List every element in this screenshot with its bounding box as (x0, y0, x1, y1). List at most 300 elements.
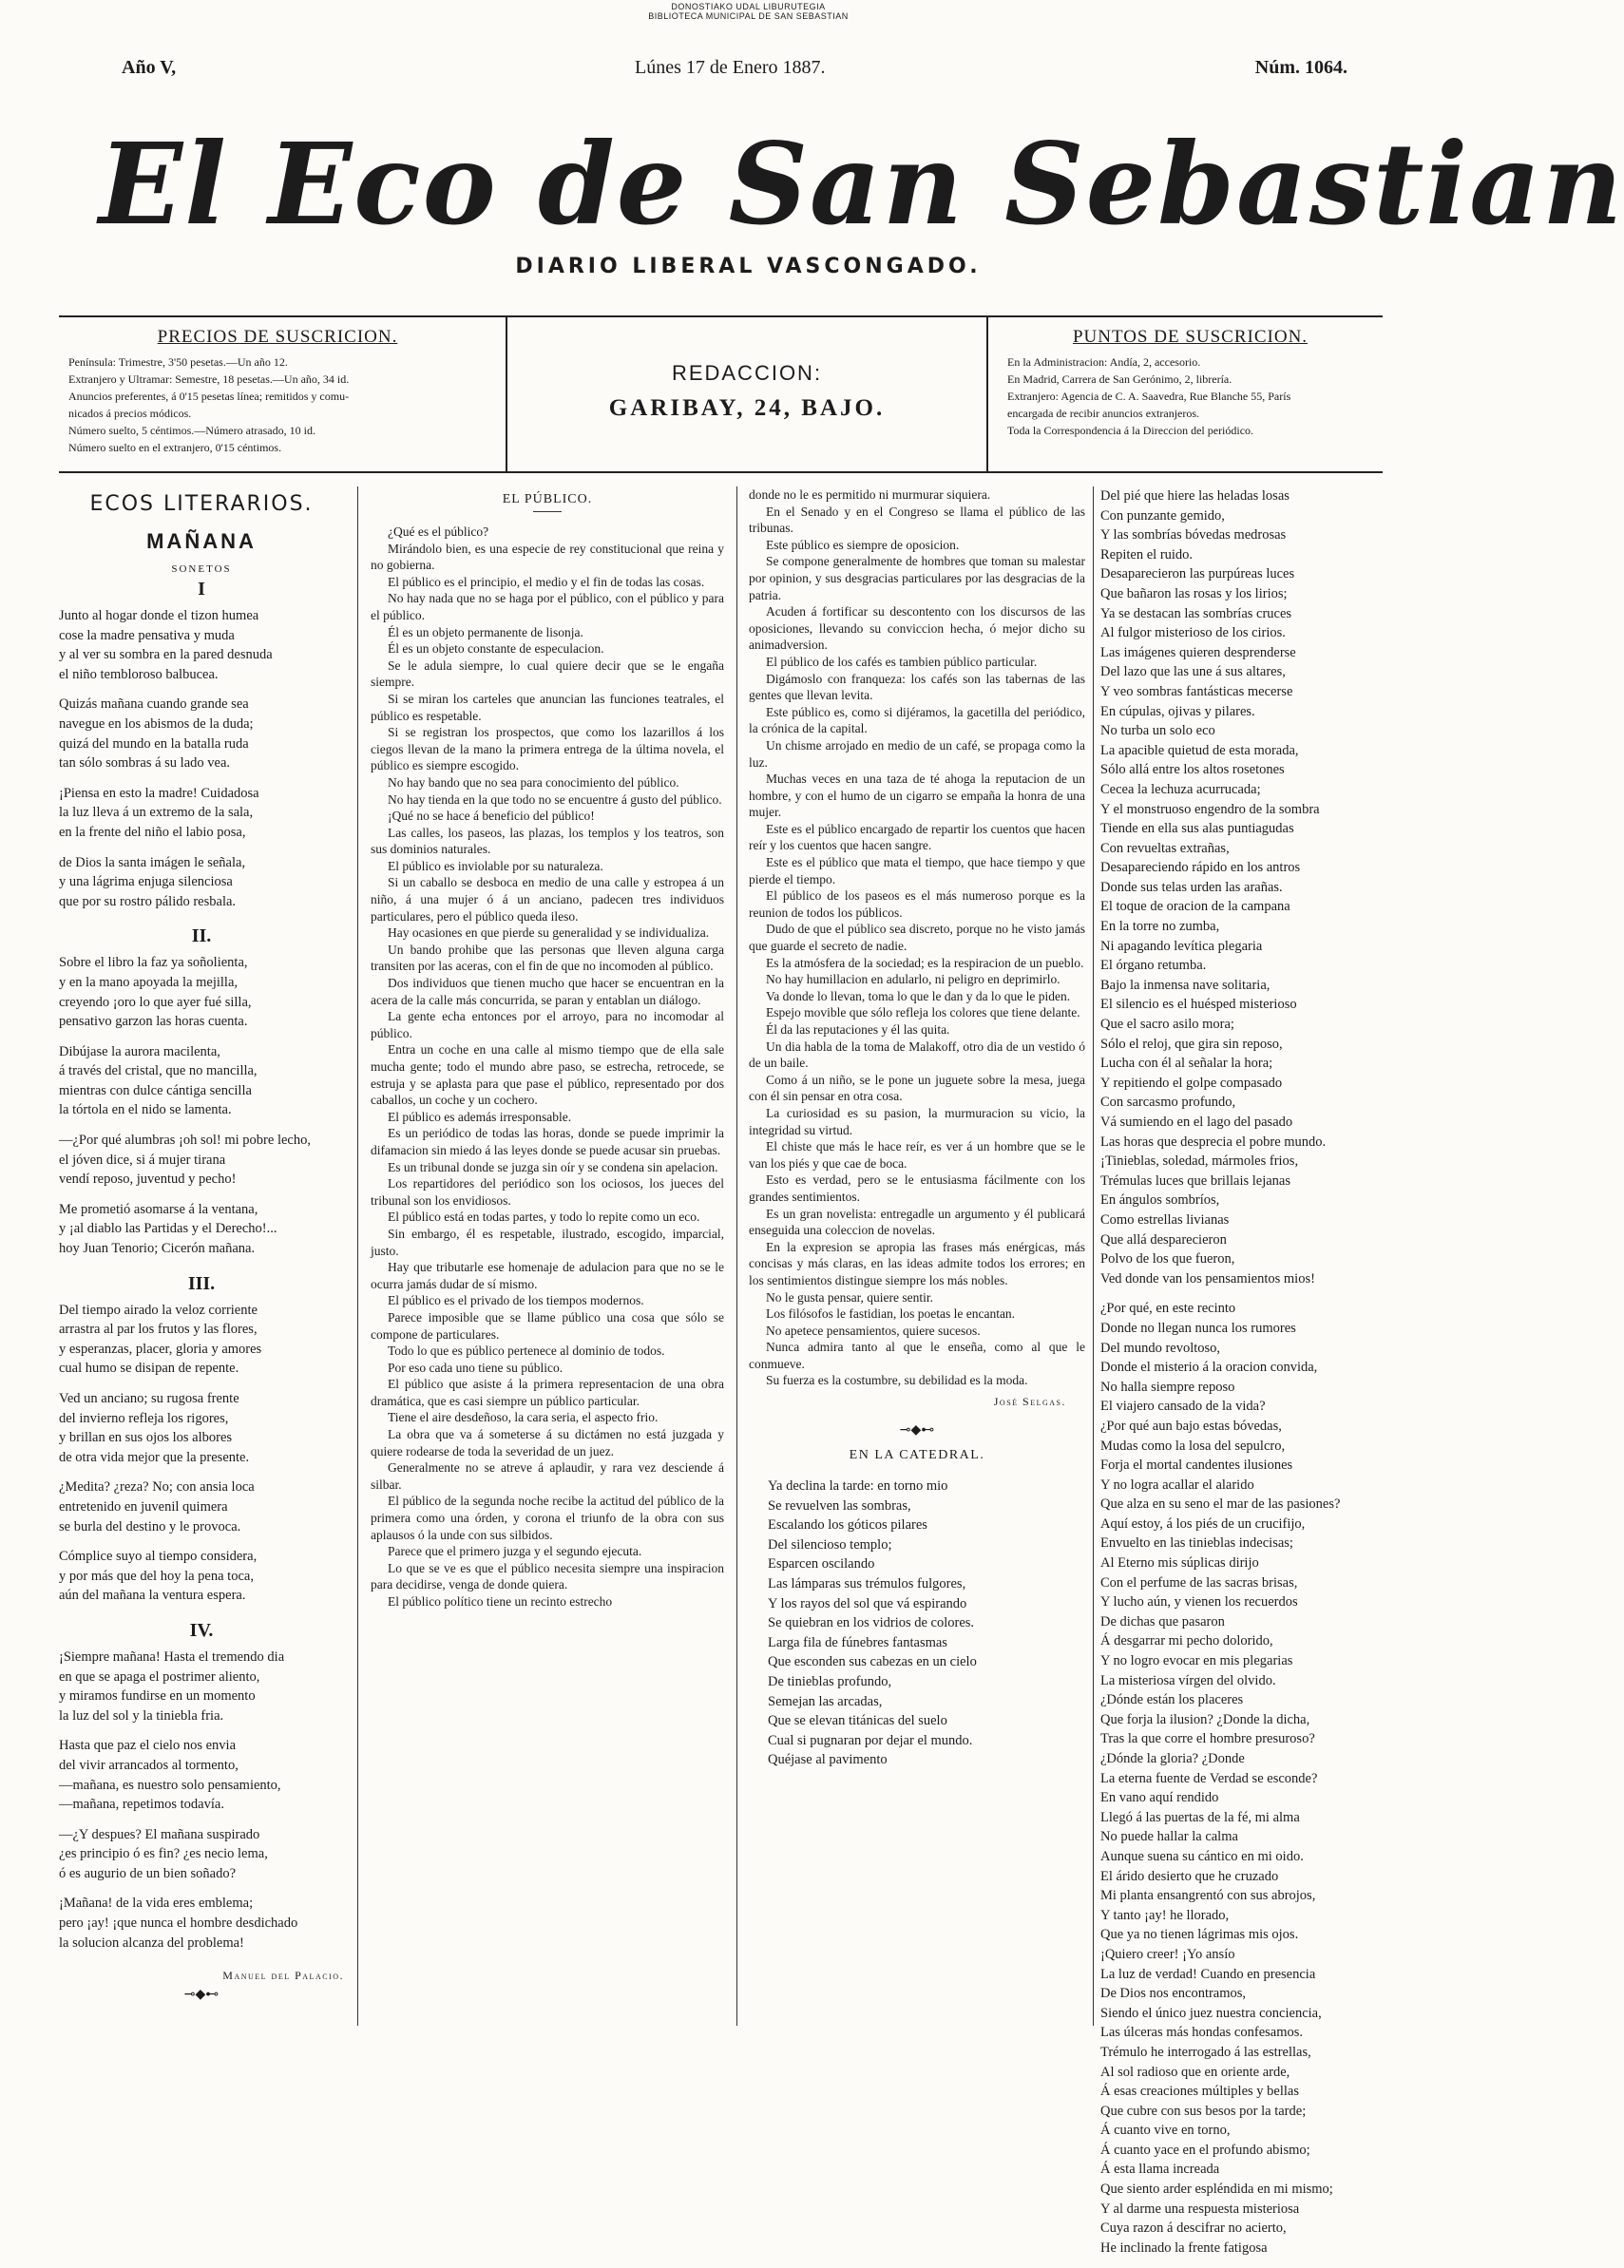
verse-line: Sólo allá entre los altos rosetones (1100, 762, 1285, 778)
verse-line: ¡Quiero creer! ¡Yo ansío (1100, 1946, 1235, 1962)
paragraph: Se compone generalmente de hombres que toman su malestar por opinion, y sus desgracias particulares por las desgracias de la patria. (749, 554, 1085, 602)
paragraph: En el Senado y en el Congreso se llama el público de las tribunas. (749, 504, 1085, 536)
verse-line: Desaparecieron las purpúreas luces (1100, 566, 1295, 582)
library-stamp (0, 2, 1497, 21)
article-body-continued (749, 486, 1085, 1389)
verse-line: y esperanzas, placer, gloria y amores (59, 1341, 262, 1357)
verse-line: Mi planta ensangrentó con sus abrojos, (1100, 1888, 1316, 1904)
stanza-gap (59, 843, 344, 853)
verse-line: y al ver su sombra en la pared desnuda (59, 647, 273, 663)
verse-line: de otra vida mejor que la presente. (59, 1449, 250, 1465)
paragraph: Los repartidores del periódico son los ociosos, los jueces del tribunal son los envidiosos. (371, 1176, 724, 1208)
verse-line: Y el monstruoso engendro de la sombra (1100, 801, 1320, 817)
verse-line: Semejan las arcadas, (768, 1693, 883, 1709)
verse-line: Las horas que desprecia el pobre mundo. (1100, 1134, 1327, 1150)
section-heading: ECOS LITERARIOS. (89, 492, 314, 516)
verse-line: Repiten el ruido. (1100, 546, 1194, 562)
verse-line: y por más que del hoy la pena toca, (59, 1568, 254, 1584)
verse-line: En cúpulas, ojivas y pilares. (1100, 703, 1255, 719)
verse-line: Al Eterno mis súplicas dirijo (1100, 1555, 1259, 1572)
paragraph: Mirándolo bien, es una especie de rey constitucional que reina y no gobierna. (371, 541, 724, 573)
verse-line: Á cuanto vive en torno, (1100, 2123, 1231, 2139)
article-title: EL PÚBLICO. (502, 492, 593, 506)
verse-line: Se quiebran en los vidrios de colores. (768, 1615, 975, 1631)
paragraph: Si se miran los carteles que anuncian las funciones teatrales, el público es respetable. (371, 691, 724, 723)
paragraph: El público es inviolable por su naturaleza. (388, 858, 603, 873)
paragraph: Este público es siempre de oposicion. (766, 537, 960, 552)
verse-line: De tinieblas profundo, (768, 1674, 892, 1689)
paragraph: Él da las reputaciones y él las quita. (766, 1022, 950, 1037)
verse-line: aún del mañana la ventura espera. (59, 1588, 246, 1604)
paragraph: Hay ocasiones en que pierde su generalidad y se individualiza. (388, 925, 710, 941)
verse-line: ¡Tinieblas, soledad, mármoles frios, (1100, 1153, 1299, 1170)
stanza-gap (1100, 1288, 1385, 1299)
points-title: PUNTOS DE SUSCRICION. (1072, 327, 1309, 347)
paragraph: No hay bando que no sea para conocimiento del público. (388, 774, 679, 790)
paragraph: Un dia habla de la toma de Malakoff, otro dia de un vestido ó de un baile. (749, 1039, 1085, 1071)
verse-line: Como estrellas livianas (1100, 1211, 1230, 1228)
paragraph: Acuden á fortificar su descontento con los discursos de las oposiciones, llevando su conviccion hecha, ó mejor dicho su animadversion. (749, 604, 1085, 653)
subscription-line: Península: Trimestre, 3'50 pesetas.—Un año 12. (68, 355, 288, 369)
verse-line: Donde no llegan nunca los rumores (1100, 1320, 1296, 1336)
verse-line: En ángulos sombríos, (1100, 1192, 1220, 1209)
column-1 (59, 486, 344, 2030)
paragraph: La gente echa entonces por el arroyo, para no incomodar al público. (371, 1009, 724, 1040)
stanza-gap (59, 773, 344, 784)
verse-line: Del mundo revoltoso, (1100, 1340, 1221, 1356)
verse-line: Que allá desparecieron (1100, 1231, 1227, 1248)
verse-line: Al fulgor misterioso de los cirios. (1100, 625, 1286, 641)
verse-line: No halla siempre reposo (1100, 1379, 1235, 1395)
paragraph: Lo que se ve es que el público necesita siempre una inspiracion para decidirse, venga de donde quiera. (371, 1560, 724, 1592)
stanza-gap (59, 1606, 344, 1616)
column-4 (1100, 486, 1385, 2256)
paragraph: Él es un objeto constante de especulacion. (388, 641, 604, 657)
sonnet-number: I (198, 579, 205, 600)
verse-line: No puede hallar la calma (1100, 1829, 1238, 1845)
verse-line: el niño tembloroso balbucea. (59, 666, 219, 682)
subscription-line: Extranjero y Ultramar: Semestre, 18 pesetas.—Un año, 34 id. (68, 372, 350, 386)
paragraph: ¿Qué es el público? (388, 524, 489, 539)
verse-line: Ya declina la tarde: en torno mio (768, 1478, 948, 1495)
stanza-gap (59, 1815, 344, 1825)
issue-year: Año V, (122, 57, 177, 78)
verse-line: El silencio es el huésped misterioso (1100, 997, 1297, 1013)
paragraph: Un bando prohibe que las personas que lleven alguna carga transiten por las aceras, con el fin de que no incomoden al público. (371, 942, 724, 974)
verse-line: Á esta llama increada (1100, 2162, 1220, 2178)
verse-line: La apacible quietud de esta morada, (1100, 742, 1299, 758)
verse-line: Con sarcasmo profundo, (1100, 1095, 1236, 1111)
verse-line: ¿Medita? ¿reza? No; con ansia loca (59, 1479, 255, 1496)
library-stamp-line2: BIBLIOTECA MUNICIPAL DE SAN SEBASTIAN (648, 11, 849, 21)
verse-line: Con el perfume de las sacras brisas, (1100, 1574, 1298, 1591)
paragraph: Como á un niño, se le pone un juguete sobre la mesa, juega con él sin pensar en otra cosa. (749, 1072, 1085, 1104)
paragraph: El público de los cafés es tambien público particular. (766, 654, 1038, 669)
subscription-line: nicados á precios módicos. (68, 407, 192, 420)
verse-line: Y las sombrías bóvedas medrosas (1100, 527, 1287, 543)
verse-line: El toque de oracion de la campana (1100, 899, 1290, 915)
masthead-title: El Eco de San Sebastian (99, 118, 1624, 250)
sonnet-number: III. (187, 1272, 216, 1294)
verse-line: y miramos fundirse en un momento (59, 1688, 256, 1705)
verse-line: Escalando los góticos pilares (768, 1517, 927, 1534)
verse-line: ¿Por qué aun bajo estas bóvedas, (1100, 1418, 1282, 1434)
paragraph: Muchas veces en una taza de té ahoga la reputacion de un hombre, y con el humo de un cigarro se empaña la honra de una mujer. (749, 772, 1085, 820)
redaccion-box (506, 317, 988, 471)
verse-line: Dibújase la aurora macilenta, (59, 1043, 220, 1059)
verse-line: la solucion alcanza del problema! (59, 1934, 244, 1951)
paragraph: Va donde lo llevan, toma lo que le dan y da lo que le piden. (766, 988, 1071, 1003)
paragraph: Espejo movible que sólo refleja los colores que tiene delante. (766, 1005, 1080, 1020)
verse-line: entretenido en juvenil quimera (59, 1498, 228, 1515)
verse-line: y una lágrima enjuga silenciosa (59, 874, 233, 890)
poem-title: EN LA CATEDRAL. (849, 1448, 985, 1463)
stanza-gap (59, 1953, 344, 1963)
paragraph: Hay que tributarle ese homenaje de adulacion para que no se le ocurra jamás dudar de sí mismo. (371, 1260, 724, 1291)
paragraph: Él es un objeto permanente de lisonja. (388, 624, 583, 639)
stanza-gap (59, 684, 344, 695)
verse-line: Que cubre con sus besos por la tarde; (1100, 2103, 1307, 2119)
verse-line: Larga fila de fúnebres fantasmas (768, 1634, 947, 1650)
stanza-gap (59, 1883, 344, 1894)
paragraph: Entra un coche en una calle al mismo tiempo que de ella sale mucha gente; todo el mundo abre paso, se estrecha, retrocede, se estruja y se aplasta para que pase el público, representado por dos caballos, un coche y un cochero. (371, 1042, 724, 1108)
verse-line: Que forja la ilusion? ¿Donde la dicha, (1100, 1711, 1310, 1727)
paragraph: Este es el público encargado de repartir los cuentos que hacen reír y los cuentos que hacen sangre. (749, 821, 1085, 853)
author-signature: Manuel del Palacio. (222, 1969, 344, 1983)
verse-line: creyendo ¡oro lo que ayer fué silla, (59, 994, 252, 1010)
poem-body (749, 1477, 1085, 1770)
paragraph: Las calles, los paseos, las plazas, los templos y los teatros, son sus dominios naturales. (371, 825, 724, 857)
verse-line: Y repitiendo el golpe compasado (1100, 1075, 1283, 1091)
verse-line: —mañana, es nuestro solo pensamiento, (59, 1777, 281, 1793)
verse-line: El órgano retumba. (1100, 958, 1207, 974)
column-rule (357, 486, 358, 2026)
verse-line: cose la madre pensativa y muda (59, 627, 235, 643)
verse-line: que por su rostro pálido resbala. (59, 893, 237, 909)
verse-line: Forja el mortal candentes ilusiones (1100, 1458, 1293, 1474)
paragraph: Digámoslo con franqueza: los cafés son las tabernas de las gentes que llevan levita. (749, 671, 1085, 703)
paragraph: No hay tienda en la que todo no se encuentre á gusto del público. (388, 791, 722, 807)
verse-line: del invierno refleja los rigores, (59, 1410, 229, 1426)
verse-line: Á cuanto yace en el profundo abismo; (1100, 2142, 1310, 2158)
verse-line: Que bañaron las rosas y los lirios; (1100, 585, 1288, 601)
verse-line: Cual si pugnaran por dejar el mundo. (768, 1732, 973, 1748)
verse-line: Sólo el reloj, que gira sin reposo, (1100, 1036, 1283, 1052)
article-body (371, 524, 724, 1610)
paragraph: Este público es, como si dijéramos, la gacetilla del periódico, la crónica de la capital. (749, 704, 1085, 736)
subscription-line: Número suelto en el extranjero, 0'15 céntimos. (68, 441, 282, 454)
verse-line: Las imágenes quieren desprenderse (1100, 644, 1296, 660)
stanza-gap (59, 1536, 344, 1547)
verse-line: La luz de verdad! Cuando en presencia (1100, 1966, 1316, 1982)
verse-line: Mudas como la losa del sepulcro, (1100, 1438, 1286, 1454)
verse-line: la luz lleva á un extremo de la sala, (59, 805, 254, 821)
verse-line: ¿Por qué, en este recinto (1100, 1301, 1236, 1317)
subscription-prices (59, 317, 496, 471)
library-stamp-line1: DONOSTIAKO UDAL LIBURUTEGIA (671, 2, 826, 11)
verse-line: Ya se destacan las sombrías cruces (1100, 605, 1292, 621)
verse-line: tan sólo sombras á su lado vea. (59, 755, 231, 772)
verse-line: Á esas creaciones múltiples y bellas (1100, 2084, 1299, 2100)
verse-line: pero ¡ay! ¡que nunca el hombre desdichado (59, 1915, 298, 1932)
column-rule (736, 486, 737, 2026)
verse-line: Al sol radioso que en oriente arde, (1100, 2064, 1290, 2080)
paragraph: El público está en todas partes, y todo lo repite como un eco. (388, 1210, 700, 1225)
paragraph: Sin embargo, él es respetable, ilustrado, escogido, imparcial, justo. (371, 1226, 724, 1258)
title-divider (533, 511, 562, 512)
verse-line: hoy Juan Tenorio; Cicerón mañana. (59, 1241, 256, 1257)
verse-line: —mañana, repetimos todavía. (59, 1797, 224, 1813)
verse-line: Ved donde van los pensamientos mios! (1100, 1270, 1315, 1286)
verse-line: Y no logro evocar en mis plegarias (1100, 1653, 1293, 1669)
paragraph: El público de la segunda noche recibe la actitud del público de la primera como una órden, y corona el triunfo de la obra con sus aplausos ó la unde con sus silbidos. (371, 1494, 724, 1542)
verse-line: —¿Y despues? El mañana suspirado (59, 1826, 260, 1842)
verse-line: arrastra al par los frutos y las flores, (59, 1322, 258, 1338)
verse-line: y brillan en sus ojos los albores (59, 1430, 233, 1446)
paragraph: Nunca admira tanto al que le enseña, como al que le conmueve. (749, 1340, 1085, 1371)
verse-line: De Dios nos encontramos, (1100, 1986, 1247, 2002)
verse-line: y en la mano apoyada la mejilla, (59, 974, 239, 990)
paragraph: La curiosidad es su pasion, la murmuracion su vicio, la integridad su virtud. (749, 1105, 1085, 1137)
points-line: encargada de recibir anuncios extranjeros. (1007, 407, 1200, 420)
verse-line: Cómplice suyo al tiempo considera, (59, 1549, 258, 1565)
verse-line: Que siento arder espléndida en mi mismo; (1100, 2182, 1333, 2198)
verse-line: Esparcen oscilando (768, 1556, 875, 1572)
info-box (59, 315, 1383, 473)
subscription-lines (68, 353, 487, 456)
verse-line: Ved un anciano; su rugosa frente (59, 1391, 239, 1406)
verse-line: pensativo garzon las horas cuenta. (59, 1014, 248, 1030)
points-line: En Madrid, Carrera de San Gerónimo, 2, librería. (1007, 372, 1232, 386)
verse-line: quizá del mundo en la batalla ruda (59, 735, 249, 752)
verse-line: Quéjase al pavimento (768, 1752, 888, 1768)
verse-line: Aunque suena su cántico en mi oido. (1100, 1848, 1304, 1864)
verse-line: ¡Mañana! de la vida eres emblema; (59, 1896, 254, 1912)
paragraph: Si se registran los prospectos, que como los lazarillos á los ciegos llevan de la mano la primera entrega de la última novela, el público es siempre escogido. (371, 725, 724, 773)
verse-line: Envuelto en las tinieblas indecisas; (1100, 1535, 1293, 1552)
paragraph: Es un periódico de todas las horas, donde se puede imprimir la difamacion sin miedo á las leyes donde se puede acusar sin pruebas. (371, 1126, 724, 1157)
verse-line: Llegó á las puertas de la fé, mi alma (1100, 1809, 1300, 1825)
paragraph: El público es el principio, el medio y el fin de todas las cosas. (388, 574, 705, 589)
verse-line: La eterna fuente de Verdad se esconde? (1100, 1770, 1318, 1786)
verse-line: En la torre no zumba, (1100, 919, 1220, 935)
verse-line: mientras con dulce cántiga sencilla (59, 1082, 252, 1098)
verse-line: Trémulo he interrogado á las estrellas, (1100, 2044, 1311, 2060)
redaccion-address: GARIBAY, 24, BAJO. (608, 395, 886, 421)
verse-line: Donde el misterio á la oracion convida, (1100, 1360, 1318, 1376)
author-signature: José Selgas. (993, 1395, 1066, 1409)
paragraph: Parece que el primero juzga y el segundo ejecuta. (388, 1544, 642, 1559)
verse-line: Del silencioso templo; (768, 1536, 892, 1553)
sonnets (59, 579, 344, 1963)
verse-line: Ni apagando levítica plegaria (1100, 938, 1263, 954)
verse-line: en la frente del niño el labio posa, (59, 824, 246, 840)
verse-line: y ¡al diablo las Partidas y el Derecho!... (59, 1221, 277, 1237)
dateline (122, 57, 1347, 89)
stanza-gap (59, 1725, 344, 1736)
paragraph: Dos individuos que tienen mucho que hacer se encuentran en la acera de la calle más concurrida, se paran y entablan un diálogo. (371, 976, 724, 1007)
sonnet-number: II. (191, 925, 212, 947)
verse-line: se burla del destino y le provoca. (59, 1518, 241, 1534)
paragraph: Tiene el aire desdeñoso, la cara seria, el aspecto frio. (388, 1410, 659, 1425)
verse-line: Lucha con él al señalar la hora; (1100, 1056, 1273, 1072)
paragraph: El público que asiste á la primera representacion de una obra dramática, que es casi siempre un público particular. (371, 1377, 724, 1408)
verse-line: Y lucho aún, y vienen los recuerdos (1100, 1594, 1298, 1610)
verse-line: Y los rayos del sol que vá espirando (768, 1595, 967, 1611)
paragraph: Los filósofos le fastidian, los poetas le encantan. (766, 1306, 1016, 1322)
verse-line: ¿Dónde la gloria? ¿Donde (1100, 1751, 1245, 1766)
verse-line: Y al darme una respuesta misteriosa (1100, 2201, 1300, 2217)
verse-line: la luz del sol y la tiniebla fria. (59, 1707, 224, 1724)
verse-line: ¡Piensa en esto la madre! Cuidadosa (59, 785, 259, 801)
verse-line: Tiende en ella sus alas puntiagudas (1100, 821, 1294, 837)
paragraph: Es un tribunal donde se juzga sin oír y se condena sin apelacion. (388, 1159, 718, 1174)
ornament-icon: ⊸◆⊷ (899, 1423, 935, 1439)
verse-line: Con punzante gemido, (1100, 507, 1225, 524)
verse-line: Que esconden sus cabezas en un cielo (768, 1654, 977, 1670)
column-3 (749, 486, 1085, 2030)
verse-line: Que alza en su seno el mar de las pasiones? (1100, 1496, 1341, 1513)
verse-line: Donde sus telas urden las arañas. (1100, 879, 1283, 895)
verse-line: Que se elevan titánicas del suelo (768, 1713, 947, 1729)
verse-line: de Dios la santa imágen le señala, (59, 854, 246, 870)
verse-line: ¿es principio ó es fin? ¿es necio lema, (59, 1846, 268, 1862)
verse-line: He inclinado la frente fatigosa (1100, 2239, 1268, 2256)
paragraph: Este es el público que mata el tiempo, que hace tiempo y que pierde el tiempo. (749, 855, 1085, 886)
verse-line: Á desgarrar mi pecho dolorido, (1100, 1633, 1273, 1649)
verse-line: Bajo la inmensa nave solitaria, (1100, 977, 1271, 993)
redaccion-title: REDACCION: (671, 361, 823, 385)
verse-line: Del tiempo airado la veloz corriente (59, 1302, 258, 1318)
verse-line: Siendo el único juez nuestra conciencia, (1100, 2005, 1322, 2021)
paragraph: Todo lo que es público pertenece al dominio de todos. (388, 1344, 665, 1359)
stanza-gap (59, 1379, 344, 1389)
points-line: Extranjero: Agencia de C. A. Saavedra, Rue Blanche 55, París (1007, 390, 1291, 403)
subscription-points (998, 317, 1383, 471)
paragraph: No hay humillacion en adularlo, ni peligro en deprimirlo. (766, 972, 1060, 987)
paragraph: Por eso cada uno tiene su público. (388, 1360, 564, 1375)
paragraph: Esto es verdad, pero se le entusiasma fácilmente con los grandes sentimientos. (749, 1172, 1085, 1204)
verse-line: vendí reposo, juventud y pecho! (59, 1172, 237, 1188)
verse-line: De dichas que pasaron (1100, 1613, 1225, 1630)
paragraph: El público es además irresponsable. (388, 1109, 572, 1124)
paragraph: El público es el privado de los tiempos modernos. (388, 1293, 644, 1308)
points-line: En la Administracion: Andía, 2, accesorio. (1007, 355, 1201, 369)
paragraph: Un chisme arrojado en medio de un café, se propaga como la luz. (749, 737, 1085, 770)
paragraph: Es la atmósfera de la sociedad; es la respiracion de un pueblo. (766, 955, 1084, 970)
paragraph: No apetece pensamientos, quiere sucesos. (766, 1323, 981, 1338)
verse-line: Y tanto ¡ay! he llorado, (1100, 1907, 1230, 1923)
verse-line: Con revueltas extrañas, (1100, 840, 1230, 856)
verse-line: ¡Siempre mañana! Hasta el tremendo dia (59, 1649, 285, 1665)
paragraph: No le gusta pensar, quiere sentir. (766, 1289, 934, 1305)
verse-line: cual humo se disipan de repente. (59, 1361, 239, 1377)
verse-line: el jóven dice, si á mujer tirana (59, 1152, 226, 1168)
verse-line: Polvo de los que fueron, (1100, 1251, 1235, 1267)
paragraph: La obra que va á someterse á su dictámen no está juzgada y quiere rodearse de toda la severidad de un juez. (371, 1427, 724, 1458)
poem-subtitle: SONETOS (171, 563, 232, 575)
verse-line: El árido desierto que he cruzado (1100, 1868, 1279, 1884)
stanza-gap (59, 1190, 344, 1200)
verse-line: la tórtola en el nido se lamenta. (59, 1102, 232, 1118)
paragraph: En la expresion se apropia las frases más enérgicas, más concisas y más claras, en las ideas admite todos los errores; en los sentimientos distingue siempre los más nobles. (749, 1239, 1085, 1287)
verse-line: —¿Por qué alumbras ¡oh sol! mi pobre lecho, (59, 1133, 311, 1149)
column-rule (1093, 486, 1094, 2026)
verse-line: No turba un solo eco (1100, 723, 1215, 739)
verse-line: navegue en los abismos de la duda; (59, 715, 254, 732)
issue-number: Núm. 1064. (1254, 57, 1347, 78)
verse-line: El viajero cansado de la vida? (1100, 1399, 1266, 1415)
stanza-gap (59, 1467, 344, 1477)
stanza-gap (59, 1032, 344, 1042)
verse-line: Junto al hogar donde el tizon humea (59, 608, 259, 623)
stanza-gap (59, 1259, 344, 1269)
paragraph: Dudo de que el público sea discreto, porque no he visto jamás que guarde el secreto de nadie. (749, 922, 1085, 954)
verse-line: En vano aquí rendido (1100, 1790, 1219, 1806)
stanza-gap (1100, 2258, 1385, 2268)
verse-line: Del pié que hiere las heladas losas (1100, 488, 1290, 504)
paragraph: Se le adula siempre, lo cual quiere decir que se le engaña siempre. (371, 658, 724, 690)
paragraph: El público político tiene un recinto estrecho (388, 1594, 613, 1609)
subscription-title: PRECIOS DE SUSCRICION. (157, 327, 398, 347)
paragraph: Su fuerza es la costumbre, su debilidad es la moda. (766, 1373, 1028, 1388)
verse-line: Se revuelven las sombras, (768, 1497, 911, 1514)
paragraph: El público de los paseos es el más numeroso porque es la reunion de todos los públicos. (749, 888, 1085, 920)
verse-line: Y veo sombras fantásticas mecerse (1100, 683, 1293, 699)
verse-line: Tras la que corre el hombre presuroso? (1100, 1731, 1315, 1747)
verse-line: Aquí estoy, á los piés de un crucifijo, (1100, 1515, 1306, 1532)
paragraph: Parece imposible que se llame público una cosa que sólo se compone de particulares. (371, 1309, 724, 1342)
paragraph: ¡Qué no se hace á beneficio del público! (388, 809, 595, 824)
stanza-gap (59, 1120, 344, 1131)
verse-line: ¿Dónde están los placeres (1100, 1692, 1244, 1708)
verse-line: Vá sumiendo en el lago del pasado (1100, 1115, 1293, 1130)
verse-line: Del lazo que las une á sus altares, (1100, 664, 1286, 680)
verse-line: Trémulas luces que brillais lejanas (1100, 1172, 1291, 1189)
points-lines (1007, 353, 1373, 439)
subscription-line: Número suelto, 5 céntimos.—Número atrasado, 10 id. (68, 424, 315, 437)
verse-line: Las lámparas sus trémulos fulgores, (768, 1576, 966, 1592)
subscription-line: Anuncios preferentes, á 0'15 pesetas línea; remitidos y comu- (68, 390, 350, 403)
paragraph: donde no le es permitido ni murmurar siquiera. (749, 487, 991, 502)
verse-line: en que se apaga el postrimer aliento, (59, 1668, 260, 1685)
paragraph: No hay nada que no se haga por el público, con el público y para el público. (371, 591, 724, 622)
points-line: Toda la Correspondencia á la Direccion del periódico. (1007, 424, 1254, 437)
verse-line: ó es augurio de un bien soñado? (59, 1865, 237, 1881)
verse-line: Sobre el libro la faz ya soñolienta, (59, 955, 248, 971)
verse-line: Desapareciendo rápido en los antros (1100, 860, 1301, 876)
poem-title: MAÑANA (146, 529, 257, 553)
paragraph: Es un gran novelista: entregadle un argumento y él publicará enseguida una coleccion de novelas. (749, 1206, 1085, 1238)
paragraph: El chiste que más le hace reír, es ver á un hombre que se le van los piés y que cae de boca. (749, 1139, 1085, 1171)
verse-line: Que el sacro asilo mora; (1100, 1017, 1234, 1033)
paragraph: Si un caballo se desboca en medio de una calle y estropea á un niño, á una mujer ó á un anciano, padecen tres individuos particulares, pero el público queda ileso. (371, 875, 724, 924)
verse-line: del vivir arrancados al tormento, (59, 1757, 239, 1773)
verse-line: á través del cristal, que no mancilla, (59, 1063, 258, 1079)
verse-line: Las úlceras más hondas confesamos. (1100, 2025, 1304, 2041)
ornament-icon: ⊸◆⊷ (183, 1988, 220, 2003)
masthead-subtitle: DIARIO LIBERAL VASCONGADO. (515, 255, 982, 278)
issue-date: Lúnes 17 de Enero 1887. (635, 57, 826, 78)
sonnet-number: IV. (189, 1619, 214, 1641)
verse-line: Hasta que paz el cielo nos envia (59, 1738, 237, 1754)
verse-line: Y no logra acallar el alarido (1100, 1477, 1254, 1493)
verse-line: La misteriosa vírgen del olvido. (1100, 1672, 1276, 1688)
verse-line: Que ya no tienen lágrimas mis ojos. (1100, 1927, 1299, 1943)
stanza-gap (59, 911, 344, 922)
paragraph: Generalmente no se atreve á aplaudir, y rara vez desciende á silbar. (371, 1460, 724, 1492)
verse-line: Cecea la lechuza acurrucada; (1100, 781, 1261, 797)
